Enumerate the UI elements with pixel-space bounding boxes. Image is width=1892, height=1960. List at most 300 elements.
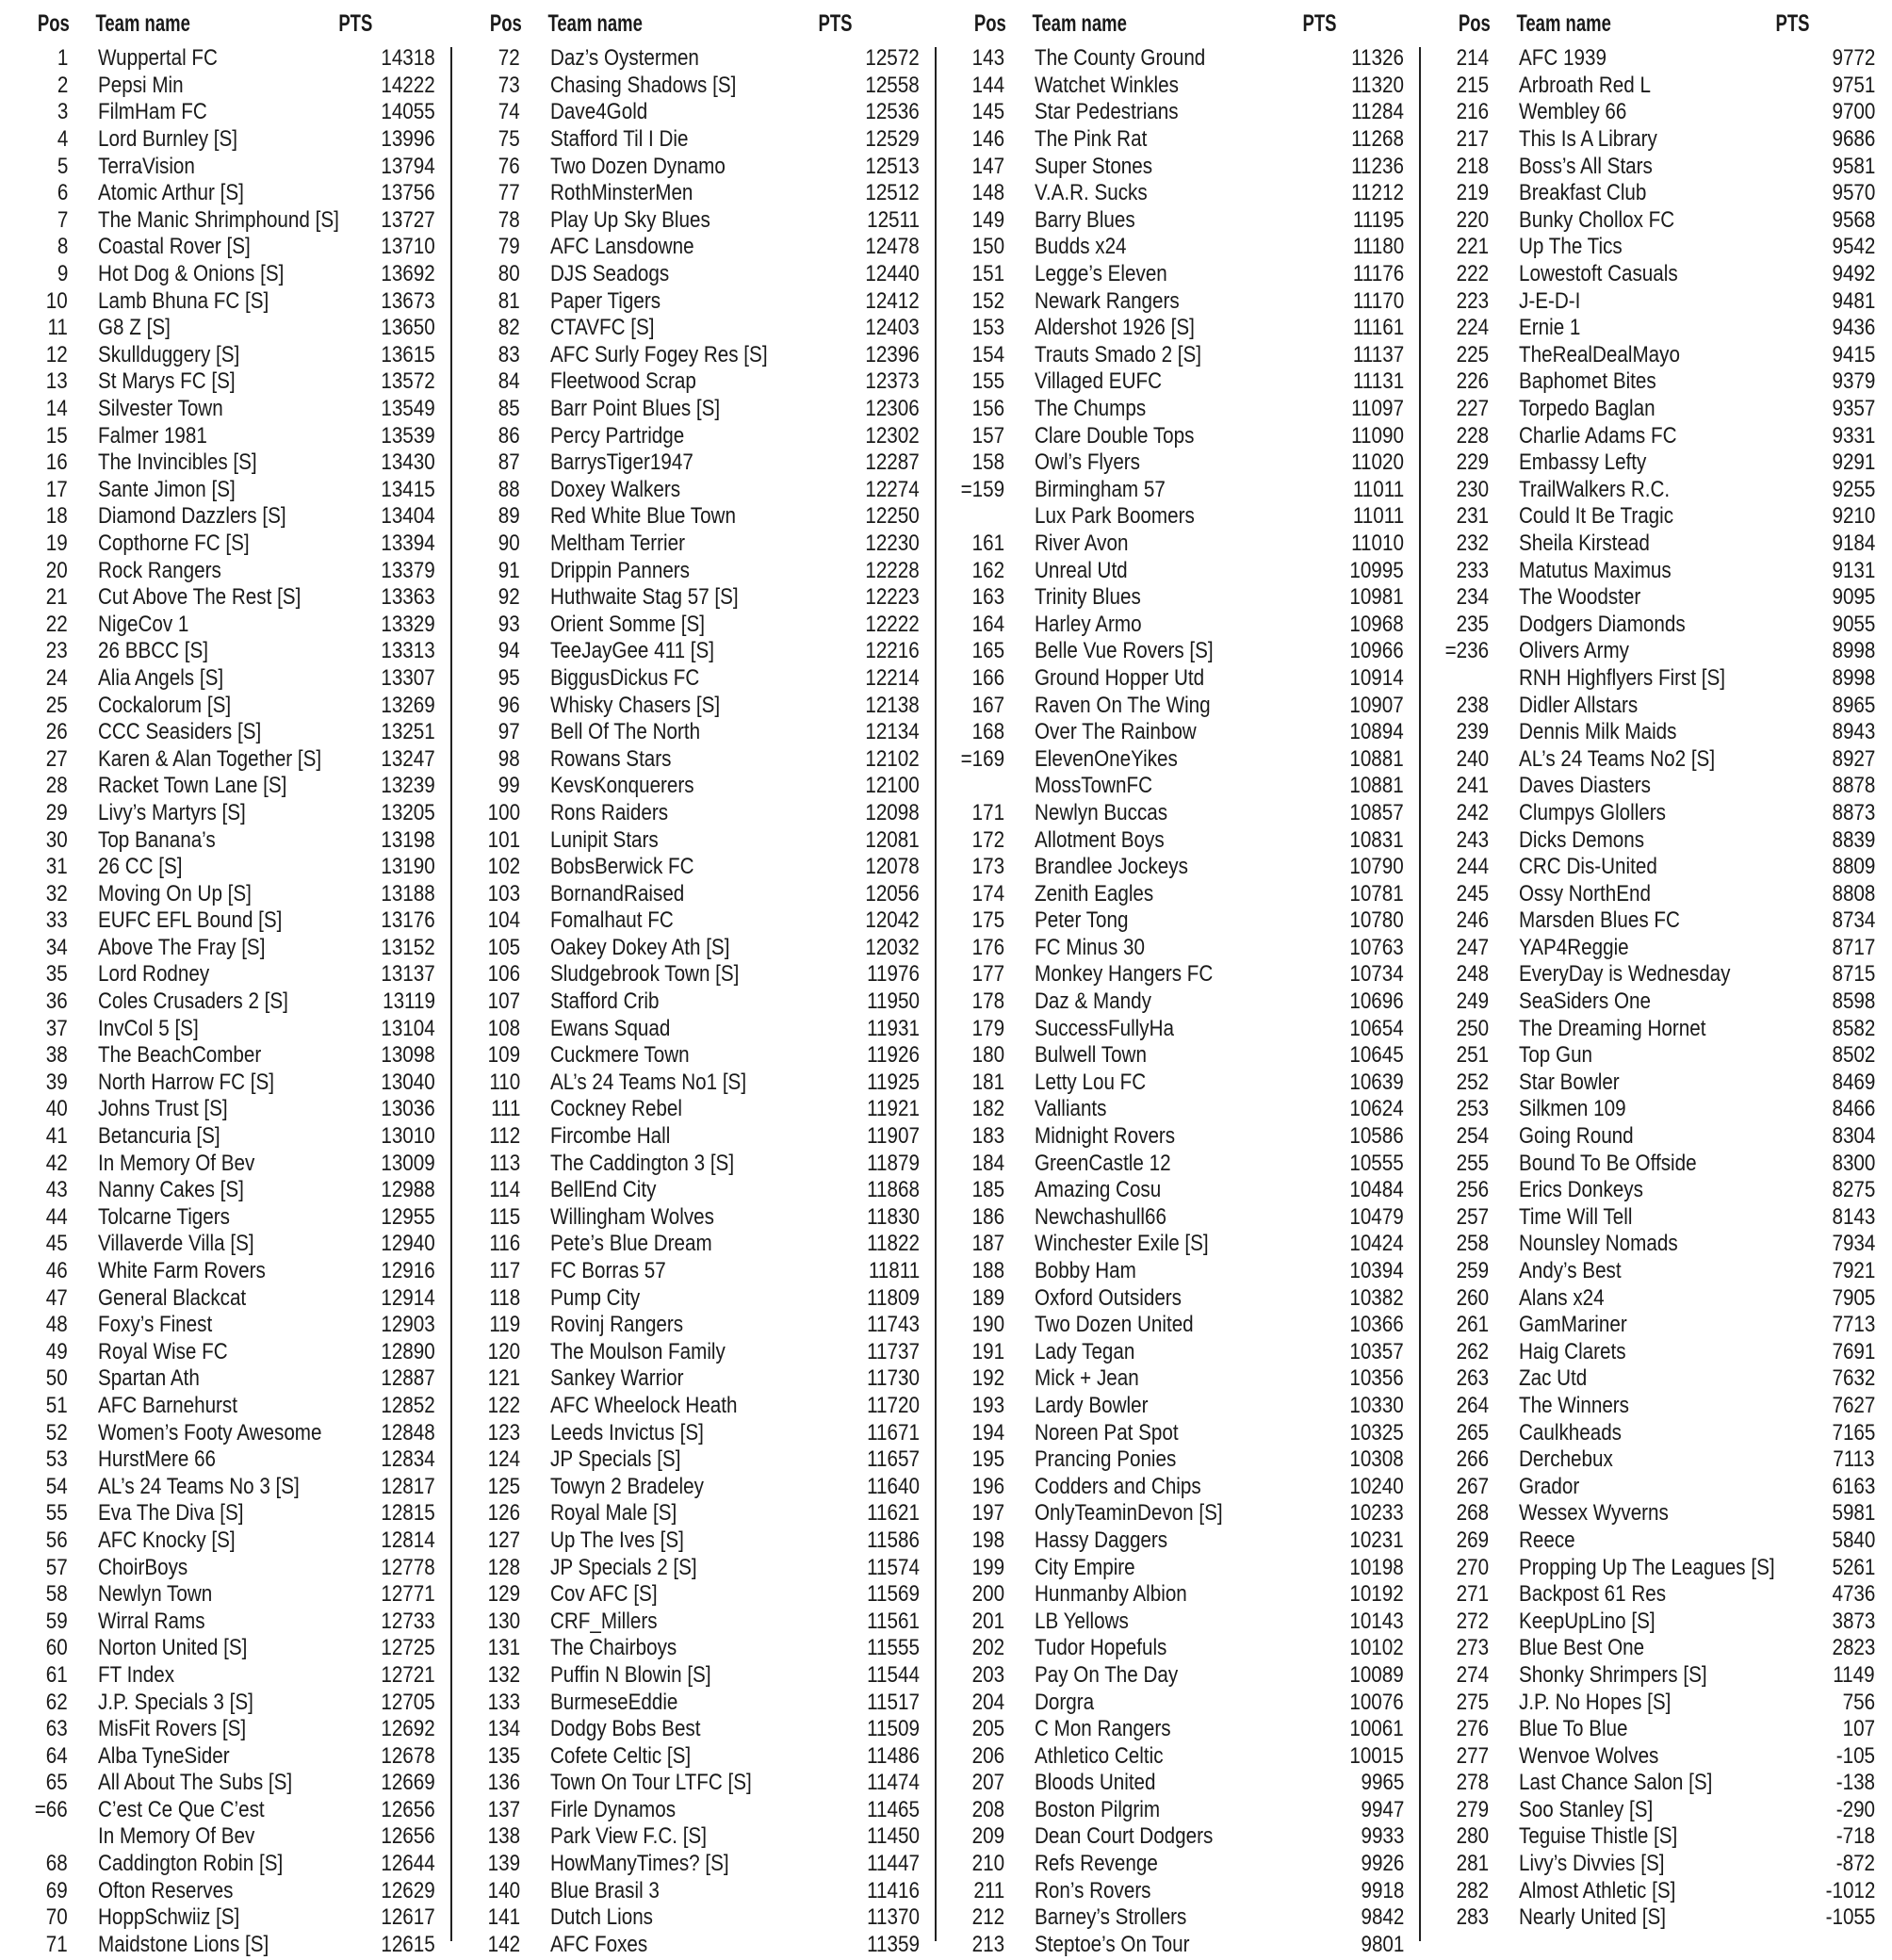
position-cell: 118 <box>489 1284 520 1311</box>
team-name-cell: The Manic Shrimphound [S] <box>98 206 339 233</box>
position-cell: 182 <box>971 1096 1004 1122</box>
position-cell: 79 <box>498 234 520 260</box>
position-cell: 278 <box>1456 1770 1489 1796</box>
team-name-cell: Almost Athletic [S] <box>1519 1877 1676 1903</box>
position-cell: 84 <box>498 368 520 395</box>
points-cell: 10479 <box>1349 1203 1404 1230</box>
table-row <box>1421 638 1892 665</box>
position-cell: 249 <box>1456 988 1489 1015</box>
table-row <box>937 988 1421 1016</box>
team-name-cell: Betancuria [S] <box>98 1123 220 1150</box>
table-row <box>452 1339 937 1366</box>
points-cell: 11176 <box>1352 261 1404 287</box>
points-cell: 12250 <box>865 503 920 530</box>
team-name-cell: Birmingham 57 <box>1035 476 1166 502</box>
points-cell: 9357 <box>1832 396 1875 422</box>
points-cell: 12617 <box>381 1904 435 1931</box>
table-row <box>0 207 452 235</box>
team-name-cell: Bulwell Town <box>1035 1042 1147 1069</box>
table-row <box>0 1284 452 1312</box>
table-row <box>452 261 937 288</box>
points-cell: 10696 <box>1349 988 1404 1015</box>
position-cell: 228 <box>1456 422 1489 449</box>
position-cell: 248 <box>1456 961 1489 988</box>
position-cell: 140 <box>487 1877 520 1903</box>
points-cell: 13188 <box>381 880 435 906</box>
position-cell: 1 <box>57 45 68 72</box>
points-cell: 10894 <box>1349 719 1404 745</box>
points-cell: 13394 <box>381 530 435 556</box>
position-cell: 239 <box>1456 719 1489 745</box>
table-row <box>1421 207 1892 235</box>
points-cell: 11931 <box>867 1015 920 1041</box>
points-cell: 12721 <box>381 1661 435 1688</box>
points-cell: 12287 <box>865 449 920 476</box>
team-name-cell: Codders and Chips <box>1035 1473 1201 1499</box>
position-cell: 130 <box>487 1608 520 1634</box>
table-row <box>1421 692 1892 719</box>
position-cell: 200 <box>971 1581 1004 1608</box>
position-cell: 263 <box>1456 1365 1489 1392</box>
team-name-cell: General Blackcat <box>98 1284 247 1311</box>
table-row <box>937 773 1421 800</box>
points-cell: 12988 <box>381 1177 435 1203</box>
table-row <box>452 503 937 531</box>
points-cell: 9436 <box>1832 315 1875 341</box>
table-row <box>937 503 1421 531</box>
team-name-cell: AFC Surly Fogey Res [S] <box>550 341 768 368</box>
table-row <box>0 961 452 988</box>
position-cell: 206 <box>971 1742 1004 1769</box>
table-row <box>0 1527 452 1555</box>
points-cell: 9055 <box>1832 611 1875 637</box>
table-row <box>1421 1797 1892 1824</box>
position-cell: 54 <box>46 1473 68 1499</box>
points-cell: 12890 <box>381 1338 435 1364</box>
table-row <box>937 826 1421 854</box>
column-header <box>1421 0 1826 38</box>
team-name-cell: AFC Wheelock Heath <box>550 1392 738 1418</box>
team-name-cell: AFC 1939 <box>1519 45 1607 72</box>
position-cell: 69 <box>46 1877 68 1903</box>
points-cell: 8469 <box>1832 1069 1875 1095</box>
table-row <box>452 1446 937 1474</box>
table-row <box>937 477 1421 504</box>
team-name-cell: The Winners <box>1519 1392 1630 1418</box>
table-row <box>0 1177 452 1204</box>
table-row <box>937 99 1421 126</box>
team-name-cell: Lowestoft Casuals <box>1519 261 1678 287</box>
position-cell: 224 <box>1456 315 1489 341</box>
position-cell: 68 <box>46 1851 68 1877</box>
position-cell: 273 <box>1456 1635 1489 1661</box>
team-name-cell: Fleetwood Scrap <box>550 368 696 395</box>
points-cell: 10394 <box>1349 1258 1404 1284</box>
team-name-cell: Noreen Pat Spot <box>1035 1419 1179 1446</box>
table-row <box>937 1500 1421 1527</box>
points-cell: -1055 <box>1825 1904 1875 1931</box>
points-cell: 12306 <box>865 396 920 422</box>
position-cell: 108 <box>487 1015 520 1041</box>
team-name-cell: The Pink Rat <box>1035 126 1148 153</box>
team-name-cell: The Dreaming Hornet <box>1519 1015 1706 1041</box>
points-cell: 14222 <box>381 72 435 98</box>
team-name-cell: Sante Jimon [S] <box>98 476 236 502</box>
points-cell: 5840 <box>1832 1527 1875 1553</box>
position-cell: 78 <box>498 206 520 233</box>
points-cell: 12513 <box>865 153 920 179</box>
position-cell: 185 <box>971 1177 1004 1203</box>
points-cell: 11621 <box>867 1500 920 1527</box>
rows-list <box>937 45 1421 1958</box>
table-row <box>1421 1042 1892 1070</box>
points-cell: 2823 <box>1832 1635 1875 1661</box>
table-row <box>1421 126 1892 154</box>
position-cell: 269 <box>1456 1527 1489 1553</box>
position-cell: 216 <box>1456 99 1489 125</box>
team-name-cell: Towyn 2 Bradeley <box>550 1473 704 1499</box>
team-name-cell: Bunky Chollox FC <box>1519 206 1675 233</box>
position-cell: 179 <box>971 1015 1004 1041</box>
table-row <box>1421 1635 1892 1662</box>
team-name-cell: 26 CC [S] <box>98 854 183 880</box>
team-name-cell: Falmer 1981 <box>98 422 207 449</box>
position-cell: 245 <box>1456 880 1489 906</box>
team-name-cell: Amazing Cosu <box>1035 1177 1162 1203</box>
points-cell: 12678 <box>381 1742 435 1769</box>
points-cell: 1149 <box>1833 1661 1875 1688</box>
points-cell: 13307 <box>381 664 435 691</box>
table-row <box>452 880 937 907</box>
points-cell: 9918 <box>1361 1877 1404 1903</box>
team-name-cell: Pump City <box>550 1284 641 1311</box>
team-name-cell: Monkey Hangers FC <box>1035 961 1214 988</box>
team-name-cell: AFC Barnehurst <box>98 1392 237 1418</box>
points-cell: 7713 <box>1832 1312 1875 1338</box>
points-cell: 11730 <box>867 1365 920 1392</box>
points-cell: 13104 <box>381 1015 435 1041</box>
position-cell: 3 <box>57 99 68 125</box>
team-name-cell: Tolcarne Tigers <box>98 1203 230 1230</box>
position-cell: 64 <box>46 1742 68 1769</box>
points-cell: 13727 <box>381 206 435 233</box>
position-cell: 5 <box>57 153 68 179</box>
table-row <box>0 1689 452 1716</box>
position-cell: 113 <box>489 1150 520 1176</box>
table-row <box>937 342 1421 369</box>
table-row <box>452 1554 937 1581</box>
table-row <box>0 368 452 396</box>
points-cell: 12223 <box>865 584 920 611</box>
position-cell: 218 <box>1456 153 1489 179</box>
position-cell: 223 <box>1456 287 1489 314</box>
table-row <box>937 935 1421 962</box>
points-cell: 13615 <box>381 341 435 368</box>
table-row <box>452 73 937 100</box>
points-cell: 13673 <box>381 287 435 314</box>
team-name-cell: Cockalorum [S] <box>98 692 232 718</box>
position-cell: 4 <box>57 126 68 153</box>
position-cell: 217 <box>1456 126 1489 153</box>
table-row <box>0 1608 452 1635</box>
position-cell: 11 <box>47 315 68 341</box>
position-cell: 155 <box>971 368 1004 395</box>
points-cell: 12955 <box>381 1203 435 1230</box>
team-name-cell: Prancing Ponies <box>1035 1446 1177 1473</box>
position-cell: 42 <box>46 1150 68 1176</box>
points-cell: 11011 <box>1352 476 1404 502</box>
table-row <box>452 1015 937 1042</box>
table-row <box>452 315 937 342</box>
team-name-cell: Hot Dog & Onions [S] <box>98 261 285 287</box>
table-row <box>1421 665 1892 693</box>
table-row <box>0 73 452 100</box>
table-row <box>1421 1204 1892 1232</box>
table-row <box>937 45 1421 73</box>
column-header <box>937 0 1353 38</box>
team-name-cell: Backpost 61 Res <box>1519 1581 1667 1608</box>
table-row <box>937 638 1421 665</box>
points-cell: 11950 <box>867 988 920 1015</box>
team-name-cell: Sludgebrook Town [S] <box>550 961 740 988</box>
points-cell: 10325 <box>1349 1419 1404 1446</box>
position-cell: 34 <box>46 934 68 960</box>
position-cell: 18 <box>46 503 68 530</box>
team-name-cell: BellEnd City <box>550 1177 657 1203</box>
table-row <box>452 1581 937 1609</box>
position-cell: 82 <box>498 315 520 341</box>
points-cell: 9492 <box>1832 261 1875 287</box>
team-name-cell: Rovinj Rangers <box>550 1312 684 1338</box>
points-cell: 12725 <box>381 1635 435 1661</box>
pos-header: Pos <box>1459 10 1491 37</box>
position-cell: 123 <box>487 1419 520 1446</box>
table-row <box>0 1150 452 1177</box>
team-name-cell: Silkmen 109 <box>1519 1096 1626 1122</box>
position-cell: 259 <box>1456 1258 1489 1284</box>
points-cell: 10484 <box>1349 1177 1404 1203</box>
team-name-cell: Time Will Tell <box>1519 1203 1633 1230</box>
table-row <box>0 1070 452 1097</box>
points-cell: 7113 <box>1833 1446 1875 1473</box>
team-name-cell: The Woodster <box>1519 584 1641 611</box>
points-cell: 11474 <box>867 1770 920 1796</box>
points-cell: 11640 <box>867 1473 920 1499</box>
points-cell: 10914 <box>1349 664 1404 691</box>
position-cell: 70 <box>46 1904 68 1931</box>
position-cell: 202 <box>971 1635 1004 1661</box>
table-row <box>0 1904 452 1932</box>
team-name-cell: BornandRaised <box>550 880 685 906</box>
position-cell: 14 <box>46 396 68 422</box>
team-name-cell: Athletico Celtic <box>1035 1742 1164 1769</box>
table-row <box>452 1312 937 1339</box>
team-name-cell: HurstMere 66 <box>98 1446 217 1473</box>
table-row <box>0 719 452 746</box>
points-cell: 13190 <box>381 854 435 880</box>
position-cell: 139 <box>487 1851 520 1877</box>
points-cell: 10763 <box>1349 934 1404 960</box>
team-name-cell: Caddington Robin [S] <box>98 1851 284 1877</box>
position-cell: 242 <box>1456 799 1489 825</box>
points-cell: 12656 <box>381 1823 435 1850</box>
team-name-cell: Belle Vue Rovers [S] <box>1035 638 1214 664</box>
table-row <box>0 477 452 504</box>
team-name-cell: Top Gun <box>1519 1042 1593 1069</box>
team-name-cell: Coles Crusaders 2 [S] <box>98 988 288 1015</box>
table-row <box>937 234 1421 261</box>
team-name-cell: Huthwaite Stag 57 [S] <box>550 584 739 611</box>
position-cell: 275 <box>1456 1689 1489 1715</box>
position-cell: 197 <box>971 1500 1004 1527</box>
table-row <box>1421 180 1892 207</box>
team-name-cell: SeaSiders One <box>1519 988 1651 1015</box>
table-row <box>0 1015 452 1042</box>
points-cell: 12222 <box>865 611 920 637</box>
team-name-cell: Newlyn Town <box>98 1581 213 1608</box>
position-cell: 58 <box>46 1581 68 1608</box>
points-cell: 13996 <box>381 126 435 153</box>
team-name-cell: Charlie Adams FC <box>1519 422 1677 449</box>
position-cell: 112 <box>489 1123 520 1150</box>
points-cell: 9926 <box>1361 1851 1404 1877</box>
position-cell: =236 <box>1444 638 1489 664</box>
points-cell: 13247 <box>381 745 435 772</box>
table-row <box>0 1851 452 1878</box>
table-row <box>452 1662 937 1690</box>
team-name-cell: C Mon Rangers <box>1035 1716 1171 1742</box>
points-cell: 9255 <box>1832 476 1875 502</box>
team-name-cell: Cut Above The Rest [S] <box>98 584 302 611</box>
points-cell: 12100 <box>865 773 920 799</box>
table-row <box>1421 153 1892 180</box>
position-cell: =66 <box>34 1796 68 1822</box>
position-cell: 96 <box>498 692 520 718</box>
table-row <box>452 1284 937 1312</box>
position-cell: 152 <box>971 287 1004 314</box>
position-cell: 102 <box>487 854 520 880</box>
position-cell: 226 <box>1456 368 1489 395</box>
points-cell: 13119 <box>383 988 435 1015</box>
points-cell: 3873 <box>1832 1608 1875 1634</box>
table-row <box>1421 1312 1892 1339</box>
points-cell: 13251 <box>381 719 435 745</box>
position-cell: 176 <box>971 934 1004 960</box>
team-name-cell: North Harrow FC [S] <box>98 1069 274 1095</box>
table-row <box>1421 880 1892 907</box>
position-cell: 30 <box>46 826 68 853</box>
team-name-cell: HoppSchwiiz [S] <box>98 1904 240 1931</box>
team-name-cell: Peter Tong <box>1035 907 1129 934</box>
position-cell: 203 <box>971 1661 1004 1688</box>
points-cell: 12478 <box>865 234 920 260</box>
position-cell: 119 <box>489 1312 520 1338</box>
points-cell: 11090 <box>1351 422 1404 449</box>
position-cell: 146 <box>971 126 1004 153</box>
position-cell: 247 <box>1456 934 1489 960</box>
table-row <box>0 1500 452 1527</box>
column-header <box>452 0 869 38</box>
position-cell: 277 <box>1456 1742 1489 1769</box>
team-name-cell: The BeachComber <box>98 1042 262 1069</box>
table-row <box>1421 1365 1892 1393</box>
table-row <box>452 1393 937 1420</box>
position-cell: 153 <box>971 315 1004 341</box>
team-name-cell: Leeds Invictus [S] <box>550 1419 704 1446</box>
position-cell: 173 <box>971 854 1004 880</box>
table-column-1 <box>0 0 452 1960</box>
position-cell: 204 <box>971 1689 1004 1715</box>
team-name-cell: FilmHam FC <box>98 99 207 125</box>
points-cell: 12440 <box>865 261 920 287</box>
table-row <box>1421 826 1892 854</box>
points-cell: 8873 <box>1832 799 1875 825</box>
table-row <box>452 287 937 315</box>
points-cell: 8808 <box>1832 880 1875 906</box>
team-name-cell: Embassy Lefty <box>1519 449 1647 476</box>
team-name-cell: Bloods United <box>1035 1770 1156 1796</box>
points-cell: 10424 <box>1349 1231 1404 1257</box>
points-cell: 12536 <box>865 99 920 125</box>
team-name-cell: Tudor Hopefuls <box>1035 1635 1167 1661</box>
team-name-cell: JP Specials [S] <box>550 1446 681 1473</box>
position-cell: 63 <box>46 1716 68 1742</box>
table-row <box>452 1177 937 1204</box>
points-cell: 5261 <box>1832 1554 1875 1580</box>
table-row <box>937 1231 1421 1258</box>
table-row <box>937 1312 1421 1339</box>
team-name-cell: Clumpys Glollers <box>1519 799 1666 825</box>
team-name-cell: Park View F.C. [S] <box>550 1823 707 1850</box>
team-name-cell: Baphomet Bites <box>1519 368 1656 395</box>
table-row <box>937 557 1421 584</box>
position-cell: 22 <box>46 611 68 637</box>
table-row <box>0 45 452 73</box>
team-name-cell: Percy Partridge <box>550 422 685 449</box>
table-row <box>452 800 937 827</box>
position-cell: 161 <box>971 530 1004 556</box>
team-name-cell: Sheila Kirstead <box>1519 530 1650 556</box>
team-name-cell: Royal Wise FC <box>98 1338 228 1364</box>
table-row <box>1421 1393 1892 1420</box>
position-cell: 45 <box>46 1231 68 1257</box>
points-cell: 11236 <box>1351 153 1404 179</box>
position-cell: 282 <box>1456 1877 1489 1903</box>
position-cell: 101 <box>487 826 520 853</box>
table-row <box>452 1500 937 1527</box>
points-cell: 12887 <box>381 1365 435 1392</box>
table-row <box>452 961 937 988</box>
position-cell: 12 <box>46 341 68 368</box>
points-cell: 11465 <box>867 1796 920 1822</box>
table-row <box>937 1527 1421 1555</box>
points-cell: 7691 <box>1832 1338 1875 1364</box>
team-name-cell: EveryDay is Wednesday <box>1519 961 1731 988</box>
position-cell: 133 <box>487 1689 520 1715</box>
table-row <box>0 907 452 935</box>
points-cell: 11416 <box>867 1877 920 1903</box>
points-cell: 9415 <box>1832 341 1875 368</box>
team-name-cell: Valliants <box>1035 1096 1107 1122</box>
position-cell: 135 <box>487 1742 520 1769</box>
position-cell: 227 <box>1456 396 1489 422</box>
pos-header: Pos <box>974 10 1006 37</box>
position-cell: 10 <box>46 287 68 314</box>
position-cell: 208 <box>971 1796 1004 1822</box>
position-cell: 35 <box>46 961 68 988</box>
position-cell: 17 <box>46 476 68 502</box>
points-cell: 13549 <box>381 396 435 422</box>
